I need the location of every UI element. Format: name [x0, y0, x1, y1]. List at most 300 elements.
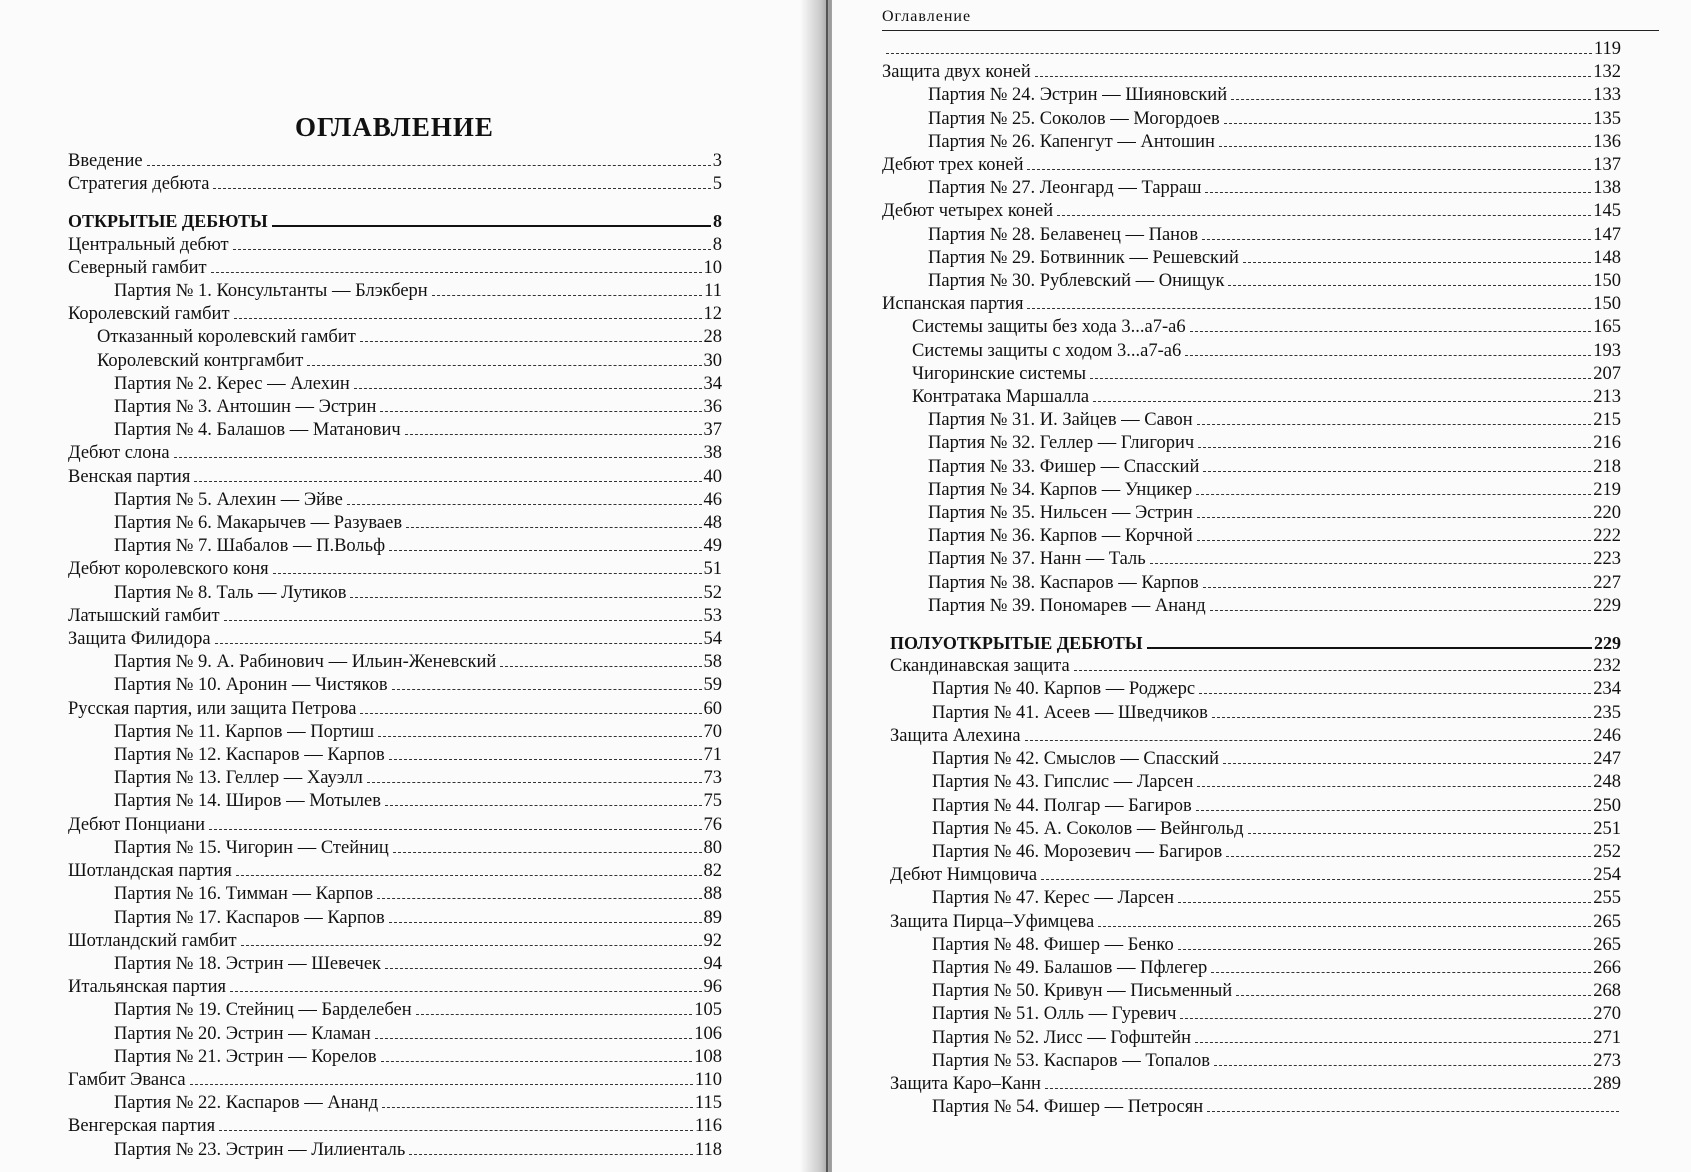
toc-entry-title: Защита Филидора — [68, 629, 211, 650]
toc-page-number: 145 — [1593, 201, 1621, 222]
toc-game-entry — [832, 548, 1691, 571]
toc-page-number: 133 — [1593, 85, 1621, 106]
toc-page-number: 48 — [703, 513, 722, 534]
toc-page-number: 51 — [703, 559, 722, 580]
toc-page-number: 251 — [1593, 818, 1621, 839]
toc-page-number: 255 — [1593, 888, 1621, 909]
leader-dots — [1025, 740, 1592, 741]
toc-entry-title: Партия № 46. Морозевич — Багиров — [932, 841, 1223, 862]
leader-dots — [236, 875, 702, 876]
toc-page-number: 247 — [1593, 749, 1621, 770]
leader-dots — [1178, 902, 1591, 903]
toc-entry-title: Партия № 21. Эстрин — Корелов — [114, 1046, 377, 1067]
toc-entry-title: Партия № 45. А. Соколов — Вейнгольд — [932, 818, 1244, 839]
toc-page-number: 116 — [694, 1116, 722, 1137]
toc-page-number: 215 — [1593, 410, 1621, 431]
toc-page-number: 8 — [713, 211, 722, 232]
toc-game-entry — [0, 373, 822, 396]
toc-page-number: 94 — [703, 953, 722, 974]
toc-entry-title: Партия № 40. Карпов — Роджерс — [932, 679, 1196, 700]
toc-entry — [832, 316, 1691, 339]
toc-game-entry — [0, 419, 822, 442]
toc-page-number: 246 — [1593, 725, 1621, 746]
toc-entry — [0, 930, 822, 953]
toc-entry — [0, 350, 822, 373]
leader-dots — [378, 736, 701, 737]
toc-entry-title: Партия № 53. Каспаров — Топалов — [932, 1050, 1210, 1071]
toc-entry — [832, 725, 1691, 748]
toc-entry-title: Партия № 3. Антошин — Эстрин — [114, 397, 377, 418]
toc-entry — [832, 363, 1691, 386]
toc-entry-title: Партия № 33. Фишер — Спасский — [928, 456, 1200, 477]
toc-page-number: 229 — [1593, 595, 1621, 616]
toc-entry-title: Партия № 35. Нильсен — Эстрин — [928, 503, 1193, 524]
toc-game-entry — [832, 795, 1691, 818]
toc-entry — [0, 605, 822, 628]
leader-dots — [174, 457, 702, 458]
toc-entry-title: Партия № 19. Стейниц — Барделебен — [114, 1000, 412, 1021]
toc-entry-title: Дебют четырех коней — [882, 201, 1054, 222]
leader-dots — [1199, 693, 1591, 694]
toc-page-number: 138 — [1593, 178, 1621, 199]
toc-entry-title: Партия № 8. Таль — Лутиков — [114, 582, 347, 603]
leader-dots — [1243, 262, 1591, 263]
toc-entry-title: ОТКРЫТЫЕ ДЕБЮТЫ — [68, 211, 268, 232]
toc-page-number: 207 — [1593, 363, 1621, 384]
toc-section-heading — [0, 210, 822, 233]
toc-page-number: 268 — [1593, 981, 1621, 1002]
toc-entry-title: Партия № 44. Полгар — Багиров — [932, 795, 1192, 816]
toc-entry — [0, 814, 822, 837]
toc-entry-title: Партия № 52. Лисс — Гофштейн — [932, 1027, 1191, 1048]
toc-game-entry — [0, 1092, 822, 1115]
toc-page-number: 73 — [703, 768, 722, 789]
toc-entry-title: Защита Алехина — [890, 725, 1021, 746]
toc-list-left — [0, 150, 822, 1162]
toc-page-number: 219 — [1593, 479, 1621, 500]
toc-page-number: 88 — [703, 884, 722, 905]
toc-entry-title: Партия № 23. Эстрин — Лилиенталь — [114, 1139, 406, 1160]
toc-game-entry — [0, 953, 822, 976]
leader-dots — [886, 53, 1592, 54]
toc-entry — [832, 864, 1691, 887]
toc-game-entry — [832, 247, 1691, 270]
leader-dots — [500, 666, 701, 667]
leader-dots — [1198, 447, 1591, 448]
toc-entry-title: Дебют Нимцовича — [890, 865, 1038, 886]
toc-entry — [0, 326, 822, 349]
toc-entry-title: Партия № 29. Ботвинник — Решевский — [928, 247, 1239, 268]
leader-dots — [1236, 995, 1591, 996]
toc-entry-title: Дебют королевского коня — [68, 559, 269, 580]
toc-page-number: 193 — [1593, 340, 1621, 361]
leader-dots — [1098, 926, 1591, 927]
toc-game-entry — [832, 818, 1691, 841]
leader-dots — [375, 1038, 693, 1039]
toc-page-number: 136 — [1593, 131, 1621, 152]
leader-dots — [367, 782, 702, 783]
toc-entry-title: Дебют трех коней — [882, 155, 1024, 176]
toc-entry-title: Чигоринские системы — [912, 363, 1087, 384]
toc-game-entry — [832, 270, 1691, 293]
toc-page-number: 30 — [703, 350, 722, 371]
toc-entry-title: Северный гамбит — [68, 257, 207, 278]
leader-dots — [209, 829, 701, 830]
toc-game-entry — [832, 980, 1691, 1003]
toc-page-number: 70 — [703, 721, 722, 742]
toc-entry-title: Партия № 2. Керес — Алехин — [114, 373, 350, 394]
leader-dots — [389, 922, 702, 923]
toc-entry — [832, 61, 1691, 84]
toc-entry-title: Скандинавская защита — [890, 656, 1070, 677]
toc-page-number: 150 — [1593, 271, 1621, 292]
toc-entry-title: Латышский гамбит — [68, 605, 220, 626]
leader-dots — [1057, 215, 1591, 216]
toc-game-entry — [832, 957, 1691, 980]
toc-game-entry — [832, 1003, 1691, 1026]
page-title: ОГЛАВЛЕНИЕ — [295, 112, 494, 142]
leader-dots — [307, 365, 701, 366]
leader-dots — [1196, 810, 1592, 811]
toc-page-number: 82 — [703, 861, 722, 882]
toc-entry — [0, 442, 822, 465]
toc-entry-title: Партия № 17. Каспаров — Карпов — [114, 907, 385, 928]
leader-dots — [1147, 647, 1592, 649]
toc-game-entry — [832, 887, 1691, 910]
toc-game-entry — [832, 84, 1691, 107]
leader-dots — [1197, 517, 1592, 518]
toc-entry-title: Партия № 42. Смыслов — Спасский — [932, 749, 1220, 770]
leader-dots — [213, 188, 710, 189]
toc-entry-title: Партия № 39. Пономарев — Ананд — [928, 595, 1206, 616]
toc-entry — [832, 154, 1691, 177]
toc-entry-title: Партия № 16. Тимман — Карпов — [114, 884, 374, 905]
toc-page-number: 40 — [703, 466, 722, 487]
toc-page-number: 12 — [703, 304, 722, 325]
leader-dots — [1027, 308, 1591, 309]
leader-dots — [147, 165, 711, 166]
toc-entry — [0, 173, 822, 196]
leader-dots — [392, 689, 702, 690]
toc-entry — [832, 38, 1691, 61]
running-head-rule — [882, 30, 1659, 31]
toc-entry-title: Королевский гамбит — [68, 304, 230, 325]
toc-entry-title: Партия № 26. Капенгут — Антошин — [928, 131, 1215, 152]
toc-entry-title: Системы защиты с ходом 3...a7-a6 — [912, 340, 1182, 361]
toc-entry-title: Итальянская партия — [68, 977, 226, 998]
toc-page-number: 137 — [1593, 155, 1621, 176]
toc-entry-title: Партия № 28. Белавенец — Панов — [928, 224, 1199, 245]
leader-dots — [1180, 1018, 1591, 1019]
toc-game-entry — [832, 409, 1691, 432]
leader-dots — [406, 527, 701, 528]
toc-entry-title: Партия № 49. Балашов — Пфлегер — [932, 957, 1208, 978]
toc-page-number: 49 — [703, 536, 722, 557]
toc-page-number: 96 — [703, 977, 722, 998]
toc-game-entry — [832, 502, 1691, 525]
toc-entry-title: Русская партия, или защита Петрова — [68, 698, 357, 719]
toc-game-entry — [832, 1050, 1691, 1073]
toc-game-entry — [832, 572, 1691, 595]
toc-entry-title: Партия № 9. А. Рабинович — Ильин-Женевский — [114, 652, 497, 673]
gutter-line — [826, 0, 828, 1172]
leader-dots — [1228, 285, 1591, 286]
toc-entry-title: Партия № 6. Макарычев — Разуваев — [114, 513, 403, 534]
leader-dots — [211, 272, 702, 273]
leader-dots — [1219, 146, 1591, 147]
toc-entry-title: Партия № 43. Гипслис — Ларсен — [932, 772, 1194, 793]
leader-dots — [382, 1107, 693, 1108]
leader-dots — [1074, 670, 1592, 671]
toc-game-entry — [0, 744, 822, 767]
toc-page-number: 147 — [1593, 224, 1621, 245]
toc-entry-title: Партия № 7. Шабалов — П.Вольф — [114, 536, 386, 557]
leader-dots — [350, 597, 701, 598]
toc-entry-title: Партия № 51. Олль — Гуревич — [932, 1004, 1177, 1025]
toc-game-entry — [0, 1139, 822, 1162]
toc-entry — [0, 860, 822, 883]
toc-page-number: 223 — [1593, 549, 1621, 570]
leader-dots — [1195, 1042, 1591, 1043]
leader-dots — [389, 550, 701, 551]
toc-game-entry — [832, 131, 1691, 154]
toc-entry-title: Партия № 15. Чигорин — Стейниц — [114, 837, 389, 858]
toc-entry-title: Партия № 34. Карпов — Унцикер — [928, 479, 1193, 500]
toc-page-number: 227 — [1593, 572, 1621, 593]
toc-game-entry — [832, 479, 1691, 502]
leader-dots — [1027, 169, 1591, 170]
toc-page-number: 234 — [1593, 679, 1621, 700]
toc-entry — [832, 655, 1691, 678]
right-page — [832, 0, 1691, 1172]
toc-entry-title: Защита Каро–Канн — [890, 1073, 1041, 1094]
toc-page-number: 8 — [712, 234, 722, 255]
leader-dots — [1041, 879, 1591, 880]
toc-entry-title: Партия № 30. Рублевский — Онищук — [928, 271, 1225, 292]
leader-dots — [1197, 424, 1592, 425]
toc-entry-title: Гамбит Эванса — [68, 1069, 186, 1090]
toc-game-entry — [832, 595, 1691, 618]
toc-page-number: 289 — [1593, 1073, 1621, 1094]
toc-page-number: 37 — [703, 420, 722, 441]
toc-page-number: 54 — [703, 629, 722, 650]
toc-page-number: 266 — [1593, 957, 1621, 978]
toc-entry-title: Партия № 22. Каспаров — Ананд — [114, 1093, 379, 1114]
leader-dots — [1212, 717, 1591, 718]
toc-entry-title: Партия № 36. Карпов — Корчной — [928, 526, 1193, 547]
leader-dots — [1248, 833, 1592, 834]
toc-game-entry — [832, 432, 1691, 455]
toc-game-entry — [832, 525, 1691, 548]
leader-dots — [1093, 401, 1591, 402]
toc-page-number: 11 — [704, 281, 722, 302]
toc-entry-title: Партия № 41. Асеев — Шведчиков — [932, 702, 1208, 723]
toc-entry — [0, 257, 822, 280]
toc-page-number: 165 — [1593, 317, 1621, 338]
leader-dots — [272, 225, 711, 227]
leader-dots — [1185, 355, 1591, 356]
leader-dots — [190, 1084, 693, 1085]
toc-entry-title: Партия № 31. И. Зайцев — Савон — [928, 410, 1193, 431]
toc-page-number: 265 — [1593, 911, 1621, 932]
toc-page-number: 213 — [1593, 387, 1621, 408]
toc-list-right — [832, 38, 1691, 1119]
leader-dots — [215, 643, 702, 644]
leader-dots — [354, 388, 702, 389]
leader-dots — [385, 968, 701, 969]
toc-entry-title: Отказанный королевский гамбит — [97, 327, 356, 348]
toc-entry — [832, 1073, 1691, 1096]
toc-game-entry — [0, 512, 822, 535]
leader-dots — [405, 434, 702, 435]
toc-page-number: 38 — [703, 443, 722, 464]
toc-game-entry — [0, 999, 822, 1022]
leader-dots — [194, 481, 701, 482]
running-head: Оглавление — [882, 8, 972, 25]
toc-entry-title: Партия № 1. Консультанты — Блэкберн — [114, 281, 428, 302]
toc-page-number: 106 — [694, 1023, 722, 1044]
leader-dots — [241, 945, 702, 946]
leader-dots — [1211, 972, 1591, 973]
leader-dots — [234, 318, 702, 319]
left-page — [0, 0, 822, 1172]
toc-page-number: 59 — [703, 675, 722, 696]
toc-page-number: 36 — [703, 397, 722, 418]
leader-dots — [224, 620, 702, 621]
toc-page-number: 132 — [1593, 62, 1621, 83]
toc-entry — [0, 1115, 822, 1138]
toc-entry — [0, 234, 822, 257]
toc-entry — [832, 293, 1691, 316]
toc-game-entry — [0, 790, 822, 813]
toc-entry-title: Партия № 13. Геллер — Хауэлл — [114, 768, 363, 789]
leader-dots — [1202, 239, 1591, 240]
leader-dots — [385, 805, 702, 806]
toc-page-number: 222 — [1593, 526, 1621, 547]
toc-game-entry — [0, 280, 822, 303]
toc-entry-title: Венская партия — [68, 466, 191, 487]
leader-dots — [377, 898, 701, 899]
toc-entry-title: Партия № 24. Эстрин — Шияновский — [928, 85, 1228, 106]
toc-entry-title: Партия № 5. Алехин — Эйве — [114, 489, 343, 510]
toc-game-entry — [832, 224, 1691, 247]
toc-entry — [0, 558, 822, 581]
toc-page-number: 10 — [703, 257, 722, 278]
toc-page-number: 53 — [703, 605, 722, 626]
toc-game-entry — [0, 396, 822, 419]
toc-entry-title: Центральный дебют — [68, 234, 229, 255]
toc-page-number: 60 — [703, 698, 722, 719]
leader-dots — [1214, 1065, 1591, 1066]
leader-dots — [1205, 192, 1591, 193]
toc-entry-title: Партия № 20. Эстрин — Кламан — [114, 1023, 371, 1044]
toc-entry — [0, 976, 822, 999]
toc-page-number: 250 — [1593, 795, 1621, 816]
toc-entry — [0, 628, 822, 651]
leader-dots — [1196, 494, 1591, 495]
toc-page-number: 115 — [694, 1093, 722, 1114]
leader-dots — [1223, 763, 1591, 764]
toc-game-entry — [832, 1096, 1691, 1119]
toc-page-number: 92 — [703, 930, 722, 951]
toc-game-entry — [832, 841, 1691, 864]
leader-dots — [230, 991, 702, 992]
toc-game-entry — [832, 678, 1691, 701]
toc-page-number: 254 — [1593, 865, 1621, 886]
toc-entry-title: Партия № 12. Каспаров — Карпов — [114, 745, 385, 766]
leader-dots — [393, 852, 702, 853]
leader-dots — [409, 1154, 693, 1155]
leader-dots — [1150, 563, 1592, 564]
toc-page-number: 271 — [1593, 1027, 1621, 1048]
toc-page-number: 216 — [1593, 433, 1621, 454]
toc-game-entry — [832, 108, 1691, 131]
toc-entry-title: Партия № 11. Карпов — Портиш — [114, 721, 375, 742]
leader-dots — [273, 573, 702, 574]
toc-entry-title: Защита двух коней — [882, 62, 1031, 83]
toc-game-entry — [0, 674, 822, 697]
toc-game-entry — [832, 1027, 1691, 1050]
toc-page-number: 34 — [703, 373, 722, 394]
toc-page-number: 252 — [1593, 841, 1621, 862]
toc-page-number: 58 — [703, 652, 722, 673]
toc-entry — [832, 200, 1691, 223]
toc-entry — [0, 150, 822, 173]
toc-entry-title: Контратака Маршалла — [912, 387, 1090, 408]
toc-page-number: 76 — [703, 814, 722, 835]
leader-dots — [416, 1014, 693, 1015]
toc-game-entry — [832, 748, 1691, 771]
toc-entry-title: Партия № 50. Кривун — Письменный — [932, 981, 1233, 1002]
leader-dots — [1210, 610, 1592, 611]
toc-game-entry — [0, 1023, 822, 1046]
toc-entry — [832, 911, 1691, 934]
leader-dots — [360, 713, 701, 714]
toc-game-entry — [0, 767, 822, 790]
toc-game-entry — [832, 177, 1691, 200]
toc-game-entry — [0, 535, 822, 558]
leader-dots — [1178, 949, 1592, 950]
toc-game-entry — [832, 702, 1691, 725]
toc-entry-title: ПОЛУОТКРЫТЫЕ ДЕБЮТЫ — [890, 633, 1143, 654]
leader-dots — [1231, 99, 1591, 100]
toc-page-number: 71 — [703, 745, 722, 766]
toc-entry-title: Шотландская партия — [68, 861, 232, 882]
toc-entry — [832, 386, 1691, 409]
toc-page-number: 105 — [694, 1000, 722, 1021]
toc-game-entry — [0, 651, 822, 674]
toc-entry-title: Партия № 48. Фишер — Бенко — [932, 934, 1174, 955]
toc-game-entry — [832, 456, 1691, 479]
toc-page-number: 229 — [1594, 633, 1621, 654]
toc-entry-title: Партия № 32. Геллер — Глигорич — [928, 433, 1195, 454]
leader-dots — [360, 341, 702, 342]
toc-game-entry — [0, 883, 822, 906]
toc-entry-title: Дебют Понциани — [68, 814, 206, 835]
leader-dots — [219, 1130, 693, 1131]
toc-game-entry — [832, 771, 1691, 794]
toc-page-number: 118 — [694, 1139, 722, 1160]
toc-entry-title: Партия № 27. Леонгард — Тарраш — [928, 178, 1202, 199]
toc-entry-title: Партия № 54. Фишер — Петросян — [932, 1097, 1204, 1118]
toc-page-number: 89 — [703, 907, 722, 928]
leader-dots — [432, 295, 702, 296]
toc-page-number: 235 — [1593, 702, 1621, 723]
toc-entry-title: Партия № 25. Соколов — Могордоев — [928, 108, 1220, 129]
toc-entry-title: Шотландский гамбит — [68, 930, 237, 951]
leader-dots — [1197, 786, 1591, 787]
toc-entry — [832, 340, 1691, 363]
